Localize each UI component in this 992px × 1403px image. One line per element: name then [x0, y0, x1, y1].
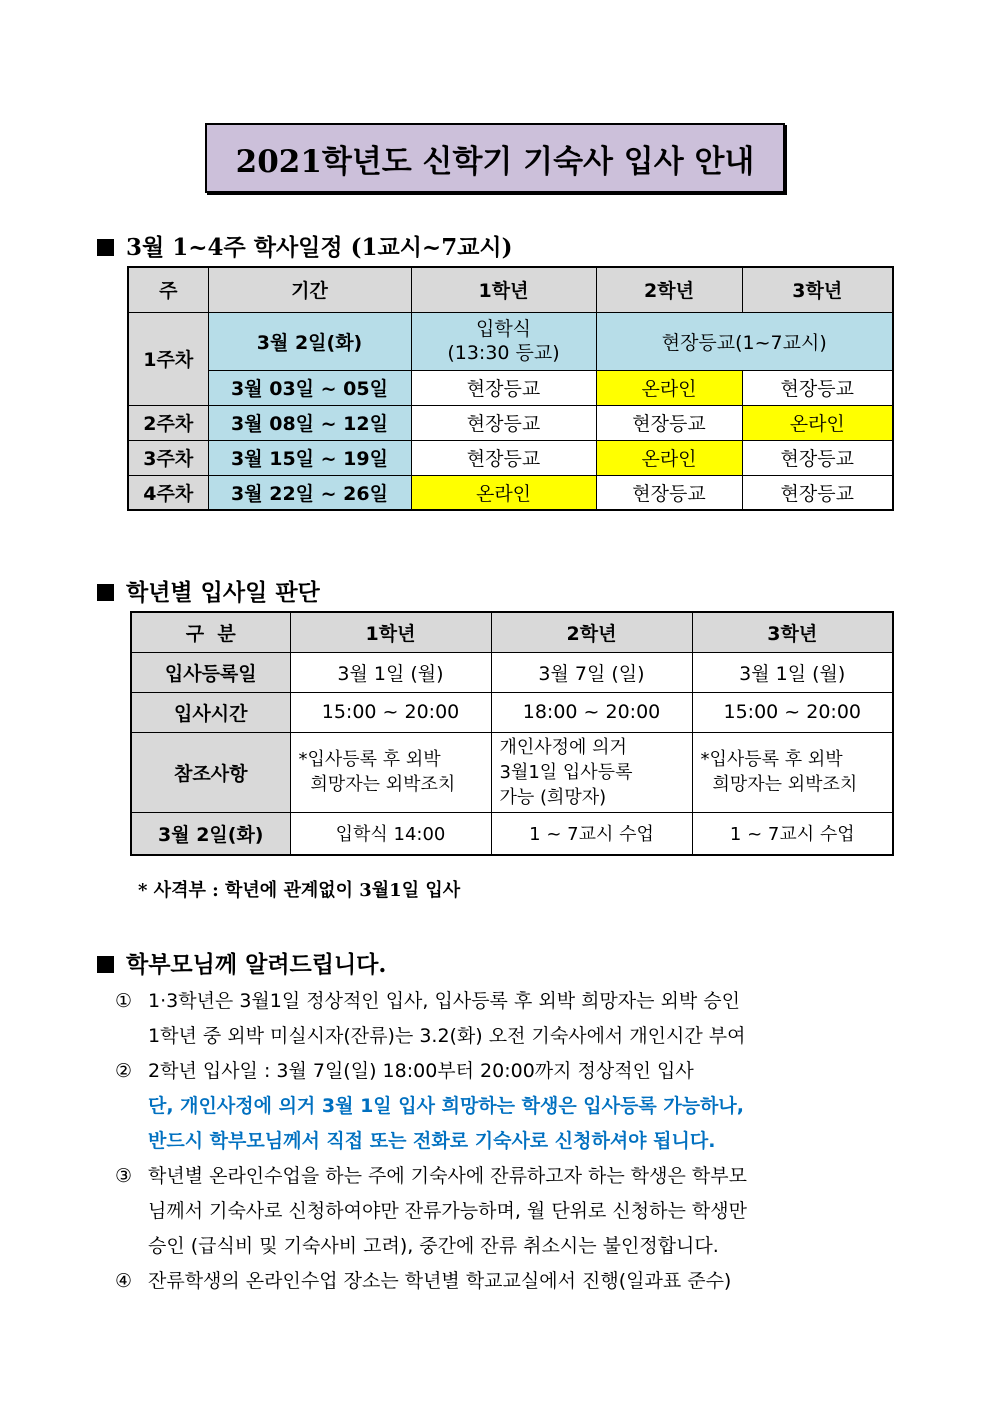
period-cell: 3월 03일 ~ 05일	[208, 370, 411, 405]
grade1-cell: 현장등교	[411, 405, 596, 440]
period-cell: 3월 22일 ~ 26일	[208, 475, 411, 510]
notice-text: 2학년 입사일 : 3월 7일(일) 18:00부터 20:00까지 정상적인 입사	[148, 1060, 694, 1082]
cell-line: 3월1일 입사등록	[499, 761, 633, 783]
notice-number: ④	[115, 1270, 133, 1292]
grade3-cell: 현장등교	[742, 370, 893, 405]
table-row	[131, 652, 893, 692]
grade2-cell	[491, 732, 692, 812]
table-row	[131, 812, 893, 855]
grade2-cell: 18:00 ~ 20:00	[491, 692, 692, 732]
admission-table	[130, 611, 894, 856]
row-label: 3월 2일(화)	[131, 812, 290, 855]
period-cell: 3월 08일 ~ 12일	[208, 405, 411, 440]
notice-continuation: 승인 (급식비 및 기숙사비 고려), 중간에 잔류 취소시는 불인정합니다.	[148, 1235, 719, 1257]
table-row	[128, 405, 893, 440]
section-heading-text: 학년별 입사일 판단	[126, 579, 320, 606]
table-header-row	[131, 612, 893, 652]
notice-item-1	[115, 986, 740, 1013]
schedule-table	[127, 266, 894, 511]
notice-continuation-highlighted: 반드시 학부모님께서 직접 또는 전화로 기숙사로 신청하셔야 됩니다.	[148, 1130, 716, 1152]
section-heading-schedule	[97, 229, 513, 262]
section-heading-admission	[97, 574, 320, 607]
grade2-cell: 3월 7일 (일)	[491, 652, 692, 692]
table-row	[131, 692, 893, 732]
row-label: 입사등록일	[131, 652, 290, 692]
grade23-cell: 현장등교(1~7교시)	[596, 312, 893, 370]
notice-number: ①	[115, 990, 133, 1012]
grade3-cell: 온라인	[742, 405, 893, 440]
shooting-team-note: * 사격부 : 학년에 관계없이 3월1일 입사	[138, 880, 461, 901]
notice-item-3	[115, 1161, 747, 1188]
section-heading-parents	[97, 946, 386, 979]
section-heading-text: 학부모님께 알려드립니다.	[126, 951, 387, 978]
grade1-cell: 현장등교	[411, 440, 596, 475]
notice-continuation: 님께서 기숙사로 신청하여야만 잔류가능하며, 월 단위로 신청하는 학생만	[148, 1200, 747, 1222]
cell-line: *입사등록 후 외박	[700, 749, 843, 770]
week-label: 4주차	[128, 475, 208, 510]
row-label: 입사시간	[131, 692, 290, 732]
document-title: 2021학년도 신학기 기숙사 입사 안내	[205, 123, 785, 193]
section-heading-text: 3월 1~4주 학사일정 (1교시~7교시)	[126, 234, 513, 261]
grade2-cell: 1 ~ 7교시 수업	[491, 812, 692, 855]
notice-item-4	[115, 1266, 731, 1293]
header-grade3: 3학년	[742, 267, 893, 312]
notice-number: ②	[115, 1060, 133, 1082]
table-row	[128, 312, 893, 370]
grade1-cell: 3월 1일 (월)	[290, 652, 491, 692]
cell-line: 입학식	[475, 318, 532, 340]
week-label: 3주차	[128, 440, 208, 475]
grade3-cell: 현장등교	[742, 440, 893, 475]
period-cell: 3월 15일 ~ 19일	[208, 440, 411, 475]
header-category: 구 분	[131, 612, 290, 652]
header-grade2: 2학년	[596, 267, 742, 312]
grade3-cell: 1 ~ 7교시 수업	[692, 812, 893, 855]
grade3-cell: 15:00 ~ 20:00	[692, 692, 893, 732]
notice-item-2	[115, 1056, 694, 1083]
table-row	[131, 732, 893, 812]
header-period: 기간	[208, 267, 411, 312]
grade2-cell: 온라인	[596, 370, 742, 405]
header-grade3: 3학년	[692, 612, 893, 652]
square-bullet-icon	[97, 584, 114, 601]
table-row	[128, 370, 893, 405]
grade1-cell	[411, 312, 596, 370]
table-row	[128, 475, 893, 510]
row-label: 참조사항	[131, 732, 290, 812]
header-grade2: 2학년	[491, 612, 692, 652]
table-header-row	[128, 267, 893, 312]
cell-line: *입사등록 후 외박	[298, 749, 441, 770]
grade3-cell	[692, 732, 893, 812]
week-label: 2주차	[128, 405, 208, 440]
cell-line: (13:30 등교)	[447, 342, 560, 364]
grade2-cell: 온라인	[596, 440, 742, 475]
grade1-cell: 입학식 14:00	[290, 812, 491, 855]
grade1-cell: 온라인	[411, 475, 596, 510]
notice-text: 1·3학년은 3월1일 정상적인 입사, 입사등록 후 외박 희망자는 외박 승인	[148, 990, 740, 1012]
grade1-cell: 현장등교	[411, 370, 596, 405]
notice-text: 학년별 온라인수업을 하는 주에 기숙사에 잔류하고자 하는 학생은 학부모	[148, 1165, 747, 1187]
period-cell: 3월 2일(화)	[208, 312, 411, 370]
grade3-cell: 3월 1일 (월)	[692, 652, 893, 692]
notice-continuation-highlighted: 단, 개인사정에 의거 3월 1일 입사 희망하는 학생은 입사등록 가능하나,	[148, 1095, 744, 1117]
header-grade1: 1학년	[290, 612, 491, 652]
notice-text: 잔류학생의 온라인수업 장소는 학년별 학교교실에서 진행(일과표 준수)	[148, 1270, 732, 1292]
cell-line: 희망자는 외박조치	[712, 774, 858, 795]
square-bullet-icon	[97, 239, 114, 256]
header-grade1: 1학년	[411, 267, 596, 312]
grade2-cell: 현장등교	[596, 405, 742, 440]
cell-line: 희망자는 외박조치	[310, 774, 456, 795]
table-row	[128, 440, 893, 475]
header-week: 주	[128, 267, 208, 312]
square-bullet-icon	[97, 956, 114, 973]
cell-line: 가능 (희망자)	[499, 786, 607, 808]
week-label: 1주차	[128, 312, 208, 405]
grade3-cell: 현장등교	[742, 475, 893, 510]
grade1-cell	[290, 732, 491, 812]
grade1-cell: 15:00 ~ 20:00	[290, 692, 491, 732]
notice-number: ③	[115, 1165, 133, 1187]
grade2-cell: 현장등교	[596, 475, 742, 510]
notice-continuation: 1학년 중 외박 미실시자(잔류)는 3.2(화) 오전 기숙사에서 개인시간 부여	[148, 1025, 746, 1047]
cell-line: 개인사정에 의거	[499, 736, 627, 758]
